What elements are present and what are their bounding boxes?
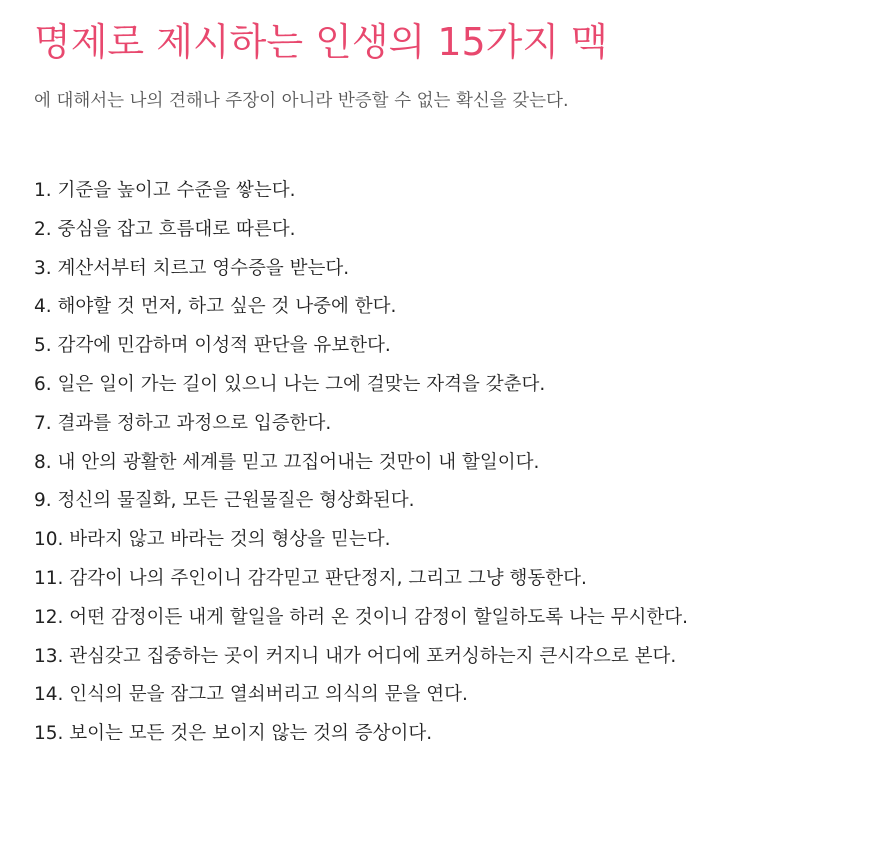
principle-item: 2. 중심을 잡고 흐름대로 따른다. (34, 218, 296, 240)
principle-item: 10. 바라지 않고 바라는 것의 형상을 믿는다. (34, 529, 391, 551)
principle-item: 8. 내 안의 광활한 세계를 믿고 끄집어내는 것만이 내 할일이다. (34, 451, 540, 473)
principle-item: 9. 정신의 물질화, 모든 근원물질은 형상화된다. (34, 490, 415, 512)
principle-item: 13. 관심갖고 집중하는 곳이 커지니 내가 어디에 포커싱하는지 큰시각으로 본다. (34, 645, 677, 667)
principle-item: 11. 감각이 나의 주인이니 감각믿고 판단정지, 그리고 그냥 행동한다. (34, 567, 587, 589)
principles-list (34, 172, 688, 754)
page-title: 명제로 제시하는 인생의 15가지 맥 (34, 20, 608, 64)
page-subtitle: 에 대해서는 나의 견해나 주장이 아니라 반증할 수 없는 확신을 갖는다. (34, 91, 569, 111)
principle-item: 14. 인식의 문을 잠그고 열쇠버리고 의식의 문을 연다. (34, 684, 468, 706)
principle-item: 6. 일은 일이 가는 길이 있으니 나는 그에 걸맞는 자격을 갖춘다. (34, 373, 546, 395)
principle-item: 3. 계산서부터 치르고 영수증을 받는다. (34, 257, 350, 279)
principle-item: 12. 어떤 감정이든 내게 할일을 하러 온 것이니 감정이 할일하도록 나는 무시한다. (34, 606, 688, 628)
principle-item: 4. 해야할 것 먼저, 하고 싶은 것 나중에 한다. (34, 296, 397, 318)
principle-item: 1. 기준을 높이고 수준을 쌓는다. (34, 180, 296, 201)
principle-item: 7. 결과를 정하고 과정으로 입증한다. (34, 412, 332, 434)
principle-item: 5. 감각에 민감하며 이성적 판단을 유보한다. (34, 335, 391, 357)
principle-item: 15. 보이는 모든 것은 보이지 않는 것의 증상이다. (34, 723, 433, 745)
